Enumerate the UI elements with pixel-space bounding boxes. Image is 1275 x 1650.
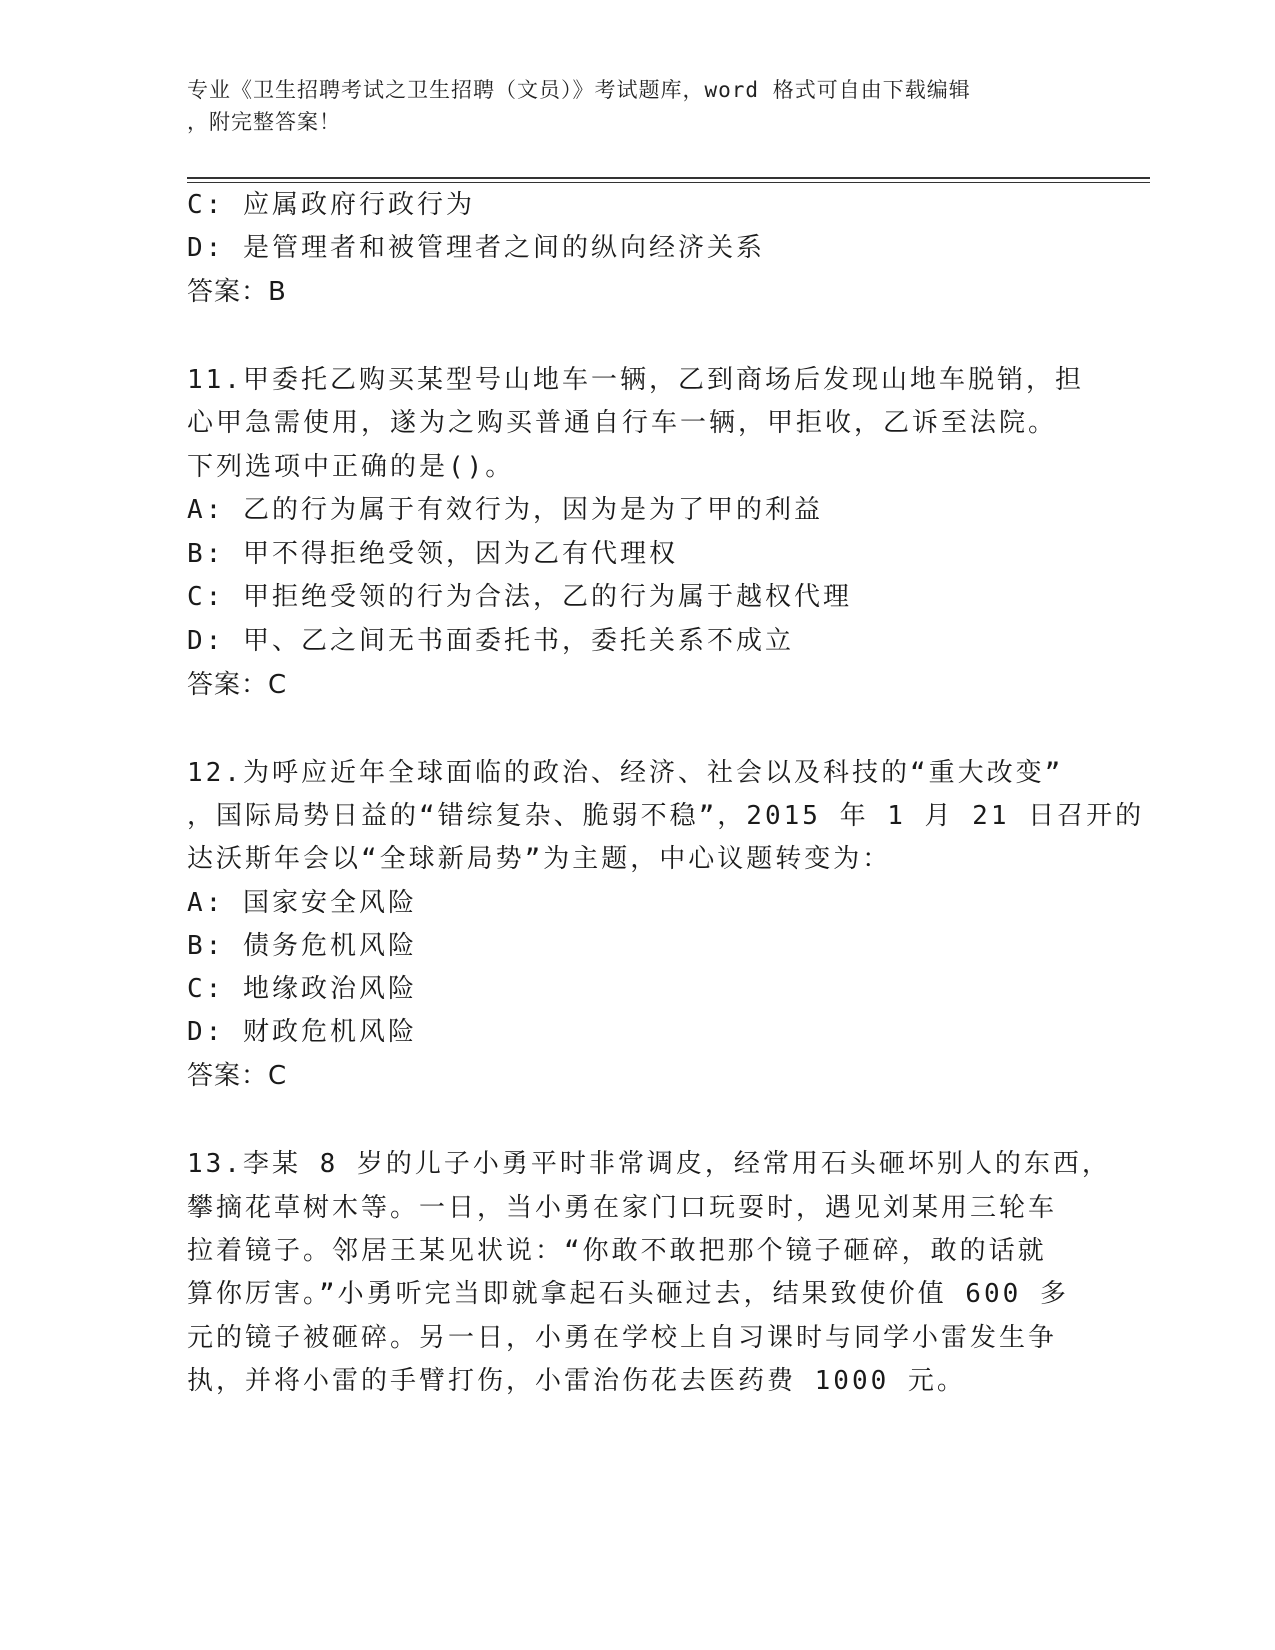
q13-stem-line-5: 元的镜子被砸碎。另一日，小勇在学校上自习课时与同学小雷发生争	[187, 1323, 1058, 1353]
q12-option-c: C: 地缘政治风险	[187, 974, 417, 1004]
q12-stem-line-2: ，国际局势日益的“错综复杂、脆弱不稳”，2015 年 1 月 21 日召开的	[187, 801, 1145, 831]
q13-stem-line-1: 13.李某 8 岁的儿子小勇平时非常调皮，经常用石头砸坏别人的东西，	[187, 1149, 1111, 1179]
q13-stem-line-6: 执，并将小雷的手臂打伤，小雷治伤花去医药费 1000 元。	[187, 1366, 966, 1396]
q12-option-b: B: 债务危机风险	[187, 931, 417, 961]
q11-stem-line-2: 心甲急需使用，遂为之购买普通自行车一辆，甲拒收，乙诉至法院。	[187, 408, 1058, 438]
q12-answer: 答案：C	[187, 1061, 288, 1091]
q12-stem-line-1: 12.为呼应近年全球面临的政治、经济、社会以及科技的“重大改变”	[187, 758, 1064, 788]
header-divider-thin	[187, 182, 1150, 183]
q11-option-d: D: 甲、乙之间无书面委托书，委托关系不成立	[187, 626, 794, 656]
prev-answer: 答案：B	[187, 277, 287, 307]
q13-stem-line-4: 算你厉害。”小勇听完当即就拿起石头砸过去，结果致使价值 600 多	[187, 1279, 1069, 1309]
q12-option-d: D: 财政危机风险	[187, 1017, 417, 1047]
q12-stem-line-3: 达沃斯年会以“全球新局势”为主题，中心议题转变为：	[187, 844, 892, 874]
header-line-1: 专业《卫生招聘考试之卫生招聘（文员）》考试题库，word 格式可自由下载编辑	[187, 78, 971, 102]
q11-stem-line-1: 11.甲委托乙购买某型号山地车一辆，乙到商场后发现山地车脱销，担	[187, 365, 1084, 395]
q11-option-c: C: 甲拒绝受领的行为合法，乙的行为属于越权代理	[187, 582, 852, 612]
prev-option-d: D: 是管理者和被管理者之间的纵向经济关系	[187, 233, 765, 263]
page-header	[187, 74, 1087, 138]
header-line-2: ，附完整答案！	[187, 110, 341, 134]
q11-option-b: B: 甲不得拒绝受领，因为乙有代理权	[187, 539, 678, 569]
q12-option-a: A: 国家安全风险	[187, 888, 417, 918]
prev-option-c: C: 应属政府行政行为	[187, 190, 475, 220]
q11-option-a: A: 乙的行为属于有效行为，因为是为了甲的利益	[187, 495, 823, 525]
q13-stem-line-2: 攀摘花草树木等。一日，当小勇在家门口玩耍时，遇见刘某用三轮车	[187, 1193, 1058, 1223]
q11-answer: 答案：C	[187, 670, 288, 700]
header-divider	[187, 177, 1150, 179]
q13-stem-line-3: 拉着镜子。邻居王某见状说：“你敢不敢把那个镜子砸碎，敢的话就	[187, 1236, 1047, 1266]
q11-stem-line-3: 下列选项中正确的是()。	[187, 452, 515, 482]
